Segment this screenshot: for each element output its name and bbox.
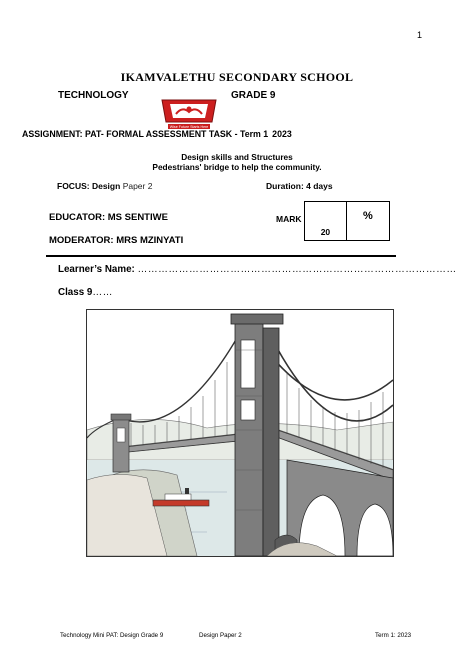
- footer-center: Design Paper 2: [199, 632, 242, 639]
- near-tower: [231, 314, 283, 556]
- assignment-year: 2023: [272, 129, 292, 139]
- educator: EDUCATOR: MS SENTIWE: [49, 212, 168, 223]
- class-label: Class 9: [58, 287, 93, 298]
- divider: [46, 255, 396, 257]
- learner-name-dots[interactable]: …………………………………………………………………………………: [137, 264, 457, 275]
- mark-percent: %: [346, 202, 389, 241]
- learner-name-label: Learner’s Name:: [58, 264, 135, 275]
- assignment-title: ASSIGNMENT: PAT- FORMAL ASSESSMENT TASK - Term 1: [22, 129, 269, 139]
- focus-label: FOCUS:: [57, 181, 90, 191]
- mark-total: 20: [305, 202, 347, 241]
- focus-paper: Paper 2: [122, 181, 153, 191]
- assignment-line: [22, 129, 292, 139]
- learner-name-line: [58, 264, 457, 275]
- focus-line: [57, 181, 152, 191]
- page-number: 1: [417, 30, 423, 40]
- grade-label: GRADE 9: [231, 90, 276, 101]
- mark-label: MARK: [276, 214, 302, 224]
- school-name: IKAMVALETHU SECONDARY SCHOOL: [120, 70, 354, 84]
- far-tower: [111, 414, 131, 472]
- mark-box: [304, 201, 390, 241]
- class-line: [58, 287, 113, 298]
- design-subtitle: Pedestrians' bridge to help the community.: [152, 162, 322, 172]
- design-title: Design skills and Structures: [181, 152, 293, 162]
- footer-right: Term 1: 2023: [375, 632, 412, 639]
- moderator: MODERATOR: MRS MZINYATI: [49, 235, 184, 246]
- footer-left: Technology Mini PAT: Design Grade 9: [60, 632, 164, 639]
- school-logo: [158, 94, 220, 132]
- class-dots[interactable]: ……: [92, 287, 113, 298]
- duration: Duration: 4 days: [266, 181, 333, 191]
- suspension-bridge-illustration: [86, 309, 394, 557]
- focus-topic: Design: [91, 181, 121, 191]
- svg-text:Wise Future Starts Here: Wise Future Starts Here: [169, 125, 209, 130]
- subject-label: TECHNOLOGY: [58, 90, 129, 101]
